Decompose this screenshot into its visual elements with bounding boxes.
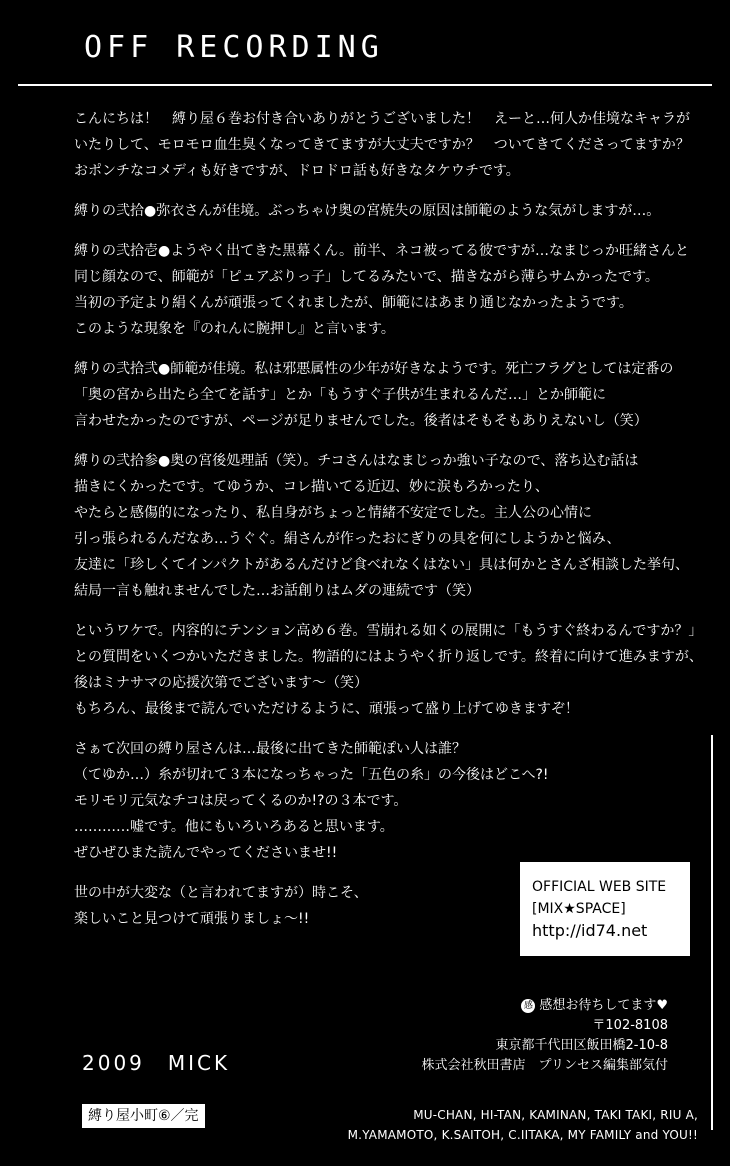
afterword-paragraph <box>74 112 704 178</box>
text-line: との質問をいくつかいただきました。物語的にはようやく折り返しです。終着に向けて進みますが、 <box>74 649 703 665</box>
mailing-address <box>422 996 668 1076</box>
text-line: 縛りの弐拾参●奥の宮後処理話（笑）。チコさんはなまじっか強い子なので、落ち込む話は <box>74 453 639 469</box>
afterword-paragraph <box>74 362 704 428</box>
text-line: 楽しいこと見つけて頑張りましょ～!! <box>74 911 310 927</box>
text-line: いたりして、モロモロ血生臭くなってきてますが大丈夫ですか？ ついてきてくださってますか？ <box>74 137 690 153</box>
text-line: 世の中が大変な（と言われてますが）時こそ、 <box>74 885 368 901</box>
afterword-body <box>74 100 704 926</box>
text-line: 同じ顔なので、師範が「ピュアぶりっ子」してるみたいで、描きながら薄らサムかったです。 <box>74 269 659 285</box>
text-line: 引っ張られるんだなあ…うぐぐ。絹さんが作ったおにぎりの具を何にしようかと悩み、 <box>74 531 621 547</box>
afterword-paragraph <box>74 624 704 716</box>
year-author-credit: 2009 MICK <box>82 1051 231 1075</box>
letter-icon: 感 <box>521 999 535 1013</box>
official-website-box <box>520 862 690 956</box>
text-line: おポンチなコメディも好きですが、ドロドロ話も好きなタケウチです。 <box>74 163 520 179</box>
text-line: 縛りの弐拾壱●ようやく出てきた黒幕くん。前半、ネコ被ってる彼ですが…なまじっか旺緒さんと <box>74 243 690 259</box>
right-border-line <box>711 735 713 1130</box>
website-label: OFFICIAL WEB SITE <box>532 879 667 895</box>
text-line: 友達に「珍しくてインパクトがあるんだけど食べれなくはない」具は何かとさんざ相談した挙句、 <box>74 557 690 573</box>
street-address: 東京都千代田区飯田橋2-10-8 <box>495 1038 668 1053</box>
text-line: モリモリ元気なチコは戻ってくるのか!?の３本です。 <box>74 793 408 809</box>
text-line: 描きにくかったです。てゆうか、コレ描いてる近辺、妙に涙もろかったり、 <box>74 479 549 495</box>
text-line: 「奥の宮から出たら全てを話す」とか「もうすぐ子供が生まれるんだ…」とか師範に <box>74 387 606 403</box>
website-name: [MIX★SPACE] <box>532 901 626 917</box>
text-line: …………嘘です。他にもいろいろあると思います。 <box>74 819 394 835</box>
text-line: というワケで。内容的にテンション高め６巻。雪崩れる如くの展開に「もうすぐ終わるんですか？」 <box>74 623 703 639</box>
text-line: 当初の予定より絹くんが頑張ってくれましたが、師範にはあまり通じなかったようです。 <box>74 295 633 311</box>
text-line: （てゆか…）糸が切れて３本になっちゃった「五色の糸」の今後はどこへ?! <box>74 767 549 783</box>
text-line: こんにちは！ 縛り屋６巻お付き合いありがとうございました！ えーと…何人か佳境なキャラが <box>74 111 690 127</box>
impressions-note: 感想お待ちしてます♥ <box>539 998 668 1013</box>
publisher-address: 株式会社秋田書店 プリンセス編集部気付 <box>421 1058 668 1073</box>
volume-end-mark: 縛り屋小町⑥／完 <box>82 1104 205 1128</box>
website-url: http://id74.net <box>532 921 648 940</box>
thanks-line: MU-CHAN, HI-TAN, KAMINAN, TAKI TAKI, RIU A, <box>413 1108 698 1122</box>
afterword-paragraph <box>74 454 704 598</box>
text-line: 縛りの弐拾弐●師範が佳境。私は邪悪属性の少年が好きなようです。死亡フラグとしては定番の <box>74 361 674 377</box>
text-line: 結局一言も触れませんでした…お話創りはムダの連続です（笑） <box>74 583 480 599</box>
text-line: 縛りの弐拾●弥衣さんが佳境。ぶっちゃけ奥の宮焼失の原因は師範のような気がしますが…。 <box>74 203 661 219</box>
page-title: OFF RECORDING <box>84 30 384 65</box>
text-line: このような現象を『のれんに腕押し』と言います。 <box>74 321 395 337</box>
text-line: ぜひぜひまた読んでやってくださいませ!! <box>74 845 338 861</box>
title-underline <box>18 84 712 86</box>
afterword-paragraph <box>74 204 704 218</box>
text-line: やたらと感傷的になったり、私自身がちょっと情緒不安定でした。主人公の心情に <box>74 505 592 521</box>
postal-code: 〒102-8108 <box>592 1018 668 1033</box>
thanks-list <box>348 1105 698 1145</box>
text-line: 後はミナサマの応援次第でございます～（笑） <box>74 675 368 691</box>
afterword-paragraph <box>74 244 704 336</box>
text-line: さぁて次回の縛り屋さんは…最後に出てきた師範ぽい人は誰？ <box>74 741 466 757</box>
afterword-paragraph <box>74 742 704 860</box>
thanks-line: M.YAMAMOTO, K.SAITOH, C.IITAKA, MY FAMILY and YOU!! <box>347 1128 698 1142</box>
text-line: もちろん、最後まで読んでいただけるように、頑張って盛り上げてゆきますぞ！ <box>74 701 579 717</box>
text-line: 言わせたかったのですが、ページが足りませんでした。後者はそもそもありえないし（笑） <box>74 413 648 429</box>
